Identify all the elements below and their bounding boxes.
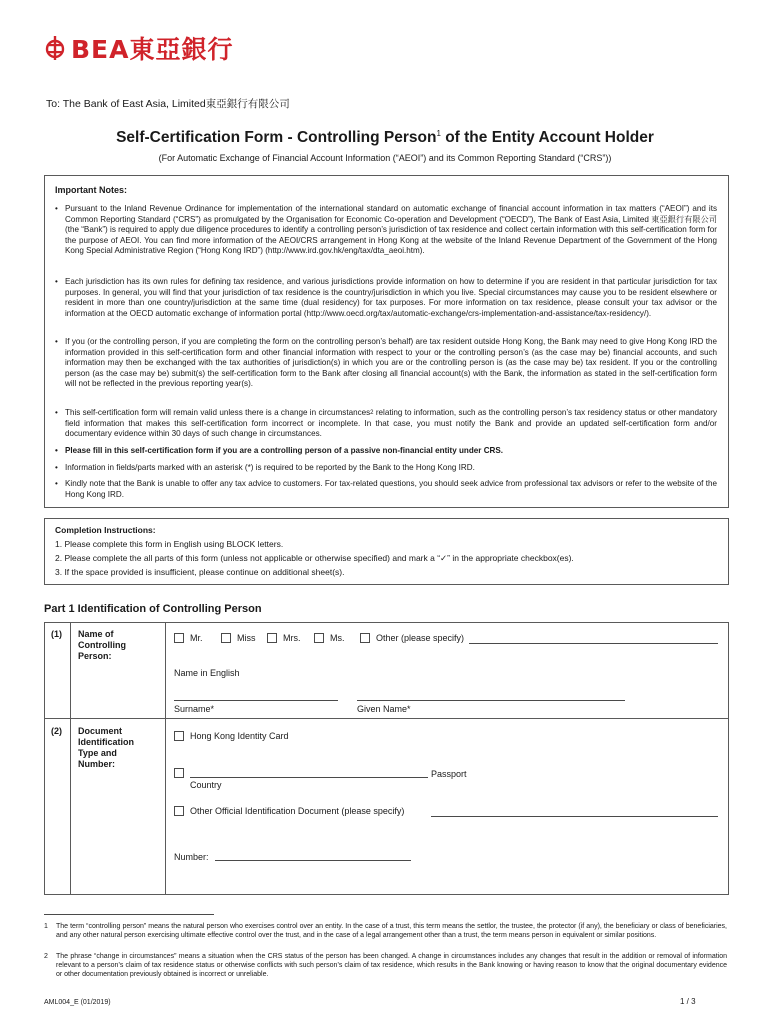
mr-checkbox[interactable] (174, 633, 184, 643)
other-doc-checkbox[interactable] (174, 806, 184, 816)
row2-number: (2) (51, 726, 62, 736)
part1-table (44, 622, 729, 895)
miss-label: Miss (237, 633, 256, 643)
important-notes-box (44, 175, 729, 508)
form-code: AML004_E (01/2019) (44, 999, 111, 1006)
note-4: • This self-certification form will remain valid unless there is a change in circumstances$^2$ relating to information, such as the controlling person’s tax residency status or other mandatory field information that makes this self-certification form incorrect or incomplete. In that case, you must notify the Bank and provide an updated self-certification form and/or documentary evidence within 30 days of such change in circumstances. (55, 408, 717, 438)
passport-label: Passport (431, 769, 467, 779)
surname-input[interactable] (174, 700, 338, 701)
table-row-divider (45, 718, 728, 719)
form-title: Self-Certification Form - Controlling Person$^1$ of the Entity Account Holder (116, 129, 654, 146)
number-label: Number: (174, 852, 209, 862)
ms-checkbox[interactable] (314, 633, 324, 643)
page-number: 1 / 3 (680, 997, 696, 1006)
completion-line-3: 3. If the space provided is insufficient, please continue on additional sheet(s). (55, 567, 345, 577)
table-divider (165, 623, 166, 894)
hkid-label: Hong Kong Identity Card (190, 731, 289, 741)
ms-label: Ms. (330, 633, 345, 643)
other-title-input[interactable] (469, 643, 718, 644)
note-3: • If you (or the controlling person, if you are completing the form on the controlling person’s behalf) are tax resident outside Hong Kong, the Bank may need to give Hong Kong IRD the information provided in this self-certification form and other financial information with respect to your or the controlling person’s (as the case may be) financial accounts, and such information may then be exchanged with the tax authorities of jurisdiction(s) in which you are or the controlling person is (as the case may be) tax resident. If you or the controlling person (as the case may be) submit(s) the self-certification form to the Bank after closing all financial account(s) with the Bank, the information as stated in the self-certification form will not be reflected in the previous reporting year(s). (55, 337, 717, 388)
given-name-input[interactable] (357, 700, 625, 701)
given-name-label: Given Name* (357, 704, 411, 714)
note-2: • Each jurisdiction has its own rules for defining tax residence, and various jurisdictions provide information on how to determine if you are resident in that particular jurisdiction for tax purposes. In general, you will find that your jurisdiction of tax residence is the country/jurisdiction in which you live. Special circumstances may cause you to be resident elsewhere or resident in more than one country/jurisdiction at the same time (dual residency) for tax purposes. For more information on tax residence, please consult your tax advisor or the information at the OECD automatic exchange of information portal (http://www.oecd.org/tax/automatic-exchange/crs-implementation-and-assistance/tax-residency/). (55, 277, 717, 318)
passport-checkbox[interactable] (174, 768, 184, 778)
footnote-2: 2 The phrase “change in circumstances” means a situation when the CRS status of the person has been changed. A change in circumstances includes any changes that result in the addition or removal of information relevant to a person’s claim of tax residence status or otherwise conflicts with such person’s claim of tax residence, which results in the Bank knowing or having reason to know that the original documentary evidence or other documentation previously obtained is incorrect or unreliable. (44, 953, 727, 978)
other-doc-label: Other Official Identification Document (please specify) (190, 806, 405, 816)
mrs-label: Mrs. (283, 633, 301, 643)
note-6: • Information in fields/parts marked with an asterisk (*) is required to be reported by the Bank to the Hong Kong IRD. (55, 463, 475, 472)
mrs-checkbox[interactable] (267, 633, 277, 643)
mr-label: Mr. (190, 633, 203, 643)
table-divider (70, 623, 71, 894)
completion-heading: Completion Instructions: (55, 525, 156, 535)
other-title-checkbox[interactable] (360, 633, 370, 643)
row1-number: (1) (51, 629, 62, 639)
document-number-input[interactable] (215, 860, 411, 861)
note-7: • Kindly note that the Bank is unable to offer any tax advice to customers. For tax-related questions, you should seek advice from professional tax advisors or refer to the website of the Hong Kong IRD. (55, 479, 717, 499)
bea-emblem-icon (44, 35, 66, 61)
name-in-english-label: Name in English (174, 668, 240, 678)
other-title-label: Other (please specify) (376, 633, 465, 643)
addressee: To: The Bank of East Asia, Limited東亞銀行有限公司 (46, 98, 290, 110)
completion-instructions-box (44, 518, 729, 585)
other-doc-input[interactable] (431, 816, 718, 817)
miss-checkbox[interactable] (221, 633, 231, 643)
logo-text: BEA東亞銀行 (71, 35, 234, 64)
row2-label: Document Identification Type and Number: (78, 726, 134, 769)
footnote-1: 1 The term “controlling person” means the natural person who exercises control over an entity. In the case of a trust, this term means the settlor, the trustee, the protector (if any), the beneficiary or class of beneficiaries, and any other natural person exercising ultimate effective control over the trust, and in the case of a legal arrangement other than a trust, the term means person in equivalent or similar positions. (44, 923, 727, 939)
note-1: • Pursuant to the Inland Revenue Ordinance for implementation of the international standard on automatic exchange of financial account information in tax matters (“AEOI”) and its Common Reporting Standard (“CRS”) as promulgated by the Organisation for Economic Co-operation and Development (“OECD”), The Bank of East Asia, Limited 東亞銀行有限公司 (the “Bank”) is required to apply due diligence procedures to identify a controlling person’s jurisdiction of tax residence and collect certain information with this self-certification form for the purpose of AEOI. You can find more information of the AEOI/CRS arrangement in Hong Kong at the website of the Inland Revenue Department of the Government of the Hong Kong Special Administrative Region (“Hong Kong IRD”) (http://www.ird.gov.hk/eng/tax/dta_aeoi.htm). (55, 204, 717, 255)
form-subtitle: (For Automatic Exchange of Financial Account Information (“AEOI”) and its Common Reporting Standard (“CRS”)) (158, 153, 612, 163)
note-5: • Please fill in this self-certification form if you are a controlling person of a passive non-financial entity under CRS. (55, 446, 504, 455)
row1-label: Name of Controlling Person: (78, 629, 126, 661)
notes-heading: Important Notes: (55, 185, 127, 195)
completion-line-1: 1. Please complete this form in English using BLOCK letters. (55, 539, 284, 549)
country-label: Country (190, 780, 222, 790)
hkid-checkbox[interactable] (174, 731, 184, 741)
passport-country-input[interactable] (190, 777, 428, 778)
surname-label: Surname* (174, 704, 215, 714)
bank-logo (44, 30, 233, 66)
completion-line-2: 2. Please complete the all parts of this form (unless not applicable or otherwise specified) and mark a “✓” in the appropriate checkbox(es). (55, 553, 574, 563)
footnote-rule (44, 914, 214, 915)
part1-title: Part 1 Identification of Controlling Person (44, 603, 262, 615)
